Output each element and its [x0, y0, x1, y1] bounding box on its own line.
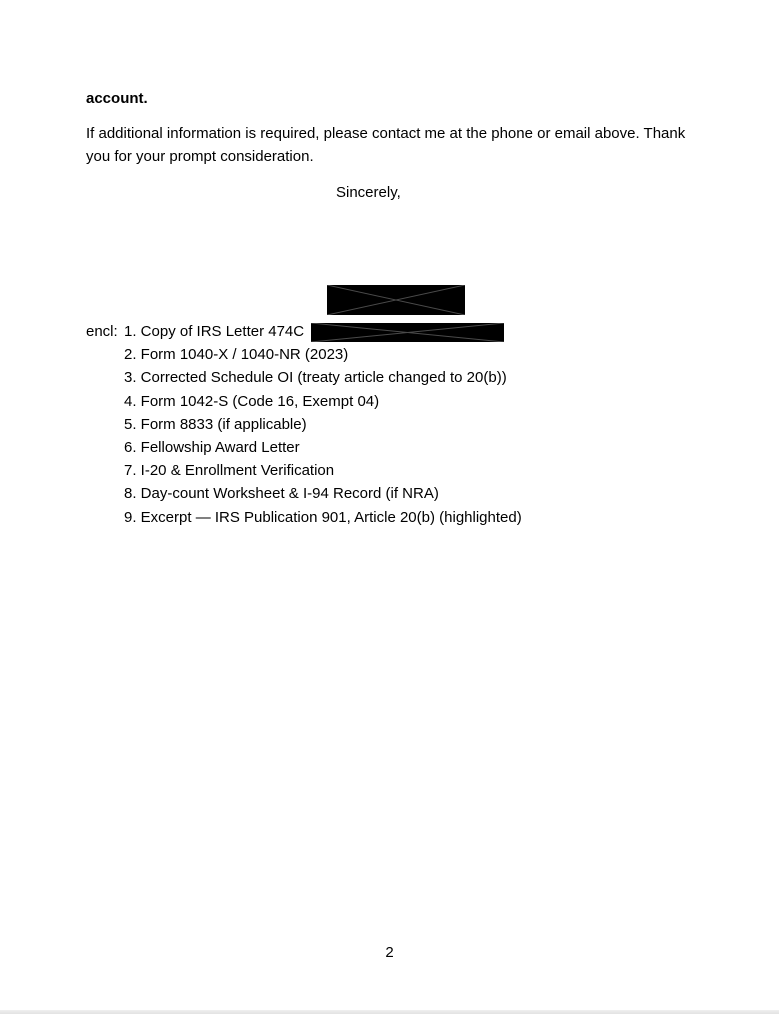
closing-paragraph: If additional information is required, please contact me at the phone or email above. Thank you for your prompt consideration. [86, 125, 686, 165]
enclosure-item: 1. Copy of IRS Letter 474C [124, 323, 305, 340]
enclosure-item: 5. Form 8833 (if applicable) [124, 415, 307, 433]
paragraph-fragment: account. [86, 90, 148, 107]
page-number: 2 [385, 944, 394, 961]
enclosure-label: encl: [86, 323, 118, 340]
enclosure-item: 8. Day-count Worksheet & I-94 Record (if NRA) [124, 485, 439, 503]
enclosure-item: 4. Form 1042-S (Code 16, Exempt 04) [124, 392, 380, 410]
enclosure-item: 6. Fellowship Award Letter [124, 438, 300, 456]
letter-number-redaction [311, 323, 504, 342]
enclosure-item: 2. Form 1040-X / 1040-NR (2023) [124, 346, 349, 364]
enclosure-item: 9. Excerpt — IRS Publication 901, Article 20(b) (highlighted) [124, 508, 522, 526]
enclosure-list [124, 322, 522, 531]
closing-salutation: Sincerely, [336, 184, 401, 201]
signature-redaction [327, 285, 465, 315]
page-bottom-edge [0, 1010, 779, 1014]
enclosure-item: 7. I-20 & Enrollment Verification [124, 462, 335, 480]
enclosure-item: 3. Corrected Schedule OI (treaty article changed to 20(b)) [124, 369, 507, 387]
